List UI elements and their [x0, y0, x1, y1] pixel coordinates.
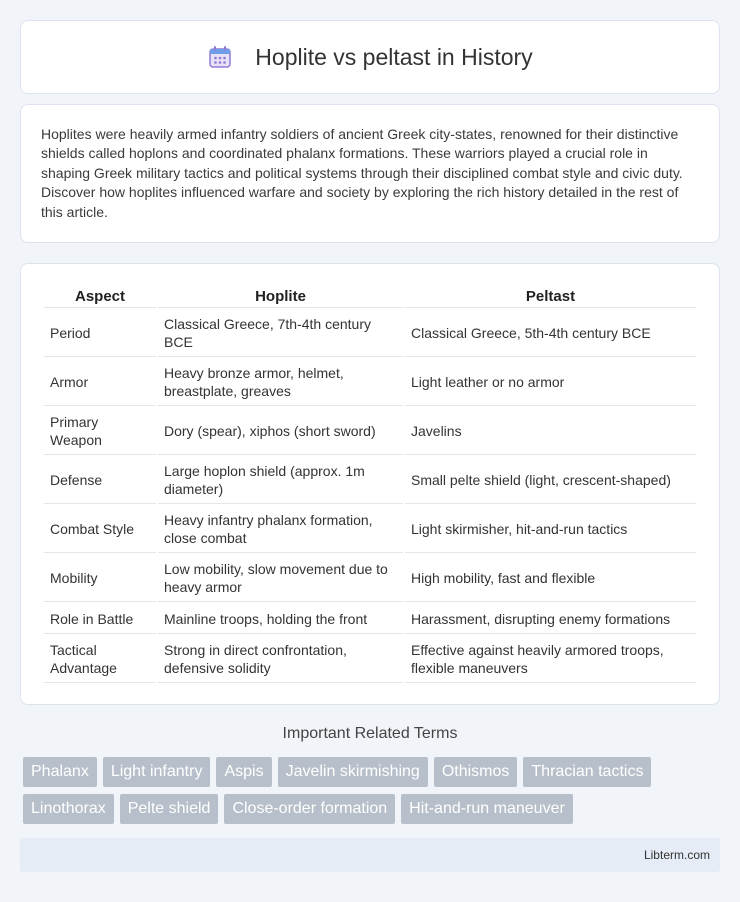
table-row [44, 555, 696, 602]
cell-aspect: Defense [44, 457, 156, 504]
cell-hoplite: Dory (spear), xiphos (short sword) [158, 408, 403, 455]
cell-hoplite: Heavy infantry phalanx formation, close combat [158, 506, 403, 553]
cell-hoplite: Heavy bronze armor, helmet, breastplate, greaves [158, 359, 403, 406]
page-title-text: Hoplite vs peltast in History [255, 43, 533, 70]
cell-peltast: Light skirmisher, hit-and-run tactics [405, 506, 696, 553]
cell-aspect: Primary Weapon [44, 408, 156, 455]
table-row [44, 359, 696, 406]
table-row [44, 310, 696, 357]
cell-peltast: Javelins [405, 408, 696, 455]
table-row [44, 604, 696, 634]
cell-hoplite: Classical Greece, 7th-4th century BCE [158, 310, 403, 357]
cell-peltast: Effective against heavily armored troops, flexible maneuvers [405, 636, 696, 683]
cell-aspect: Armor [44, 359, 156, 406]
table-row [44, 506, 696, 553]
cell-hoplite: Mainline troops, holding the front [158, 604, 403, 634]
tag-othismos[interactable]: Othismos [434, 757, 518, 787]
cell-hoplite: Large hoplon shield (approx. 1m diameter) [158, 457, 403, 504]
tag-light-infantry[interactable]: Light infantry [103, 757, 211, 787]
tag-phalanx[interactable]: Phalanx [23, 757, 97, 787]
comparison-table [42, 282, 698, 685]
tag-hit-and-run-maneuver[interactable]: Hit-and-run maneuver [401, 794, 573, 824]
tag-thracian-tactics[interactable]: Thracian tactics [523, 757, 651, 787]
cell-hoplite: Strong in direct confrontation, defensive solidity [158, 636, 403, 683]
page-title [207, 44, 532, 71]
header-hoplite: Hoplite [158, 284, 403, 308]
comparison-card [20, 263, 720, 705]
cell-aspect: Tactical Advantage [44, 636, 156, 683]
calendar-icon [207, 44, 233, 70]
tag-close-order-formation[interactable]: Close-order formation [224, 794, 395, 824]
tag-javelin-skirmishing[interactable]: Javelin skirmishing [278, 757, 428, 787]
intro-card [20, 104, 720, 243]
header-peltast: Peltast [405, 284, 696, 308]
cell-aspect: Period [44, 310, 156, 357]
table-row [44, 636, 696, 683]
cell-aspect: Combat Style [44, 506, 156, 553]
cell-aspect: Role in Battle [44, 604, 156, 634]
footer [20, 838, 720, 872]
cell-peltast: Small pelte shield (light, crescent-shaped) [405, 457, 696, 504]
cell-peltast: High mobility, fast and flexible [405, 555, 696, 602]
table-row [44, 408, 696, 455]
cell-peltast: Classical Greece, 5th-4th century BCE [405, 310, 696, 357]
footer-brand-link[interactable]: Libterm.com [643, 848, 710, 862]
table-header-row [44, 284, 696, 308]
related-terms-title: Important Related Terms [282, 725, 458, 742]
tag-aspis[interactable]: Aspis [216, 757, 271, 787]
header-aspect: Aspect [44, 284, 156, 308]
cell-peltast: Harassment, disrupting enemy formations [405, 604, 696, 634]
cell-peltast: Light leather or no armor [405, 359, 696, 406]
cell-hoplite: Low mobility, slow movement due to heavy armor [158, 555, 403, 602]
intro-paragraph: Hoplites were heavily armed infantry soldiers of ancient Greek city-states, renowned for their distinctive shields called hoplons and coordinated phalanx formations. These warriors played a crucial role in shaping Greek military tactics and political systems through their disciplined combat style and civic duty. Discover how hoplites influenced warfare and society by exploring the rich history detailed in the rest of this article. [41, 126, 683, 220]
table-row [44, 457, 696, 504]
cell-aspect: Mobility [44, 555, 156, 602]
tag-linothorax[interactable]: Linothorax [23, 794, 114, 824]
title-card [20, 20, 720, 94]
tag-pelte-shield[interactable]: Pelte shield [120, 794, 219, 824]
related-terms-list [23, 757, 723, 831]
